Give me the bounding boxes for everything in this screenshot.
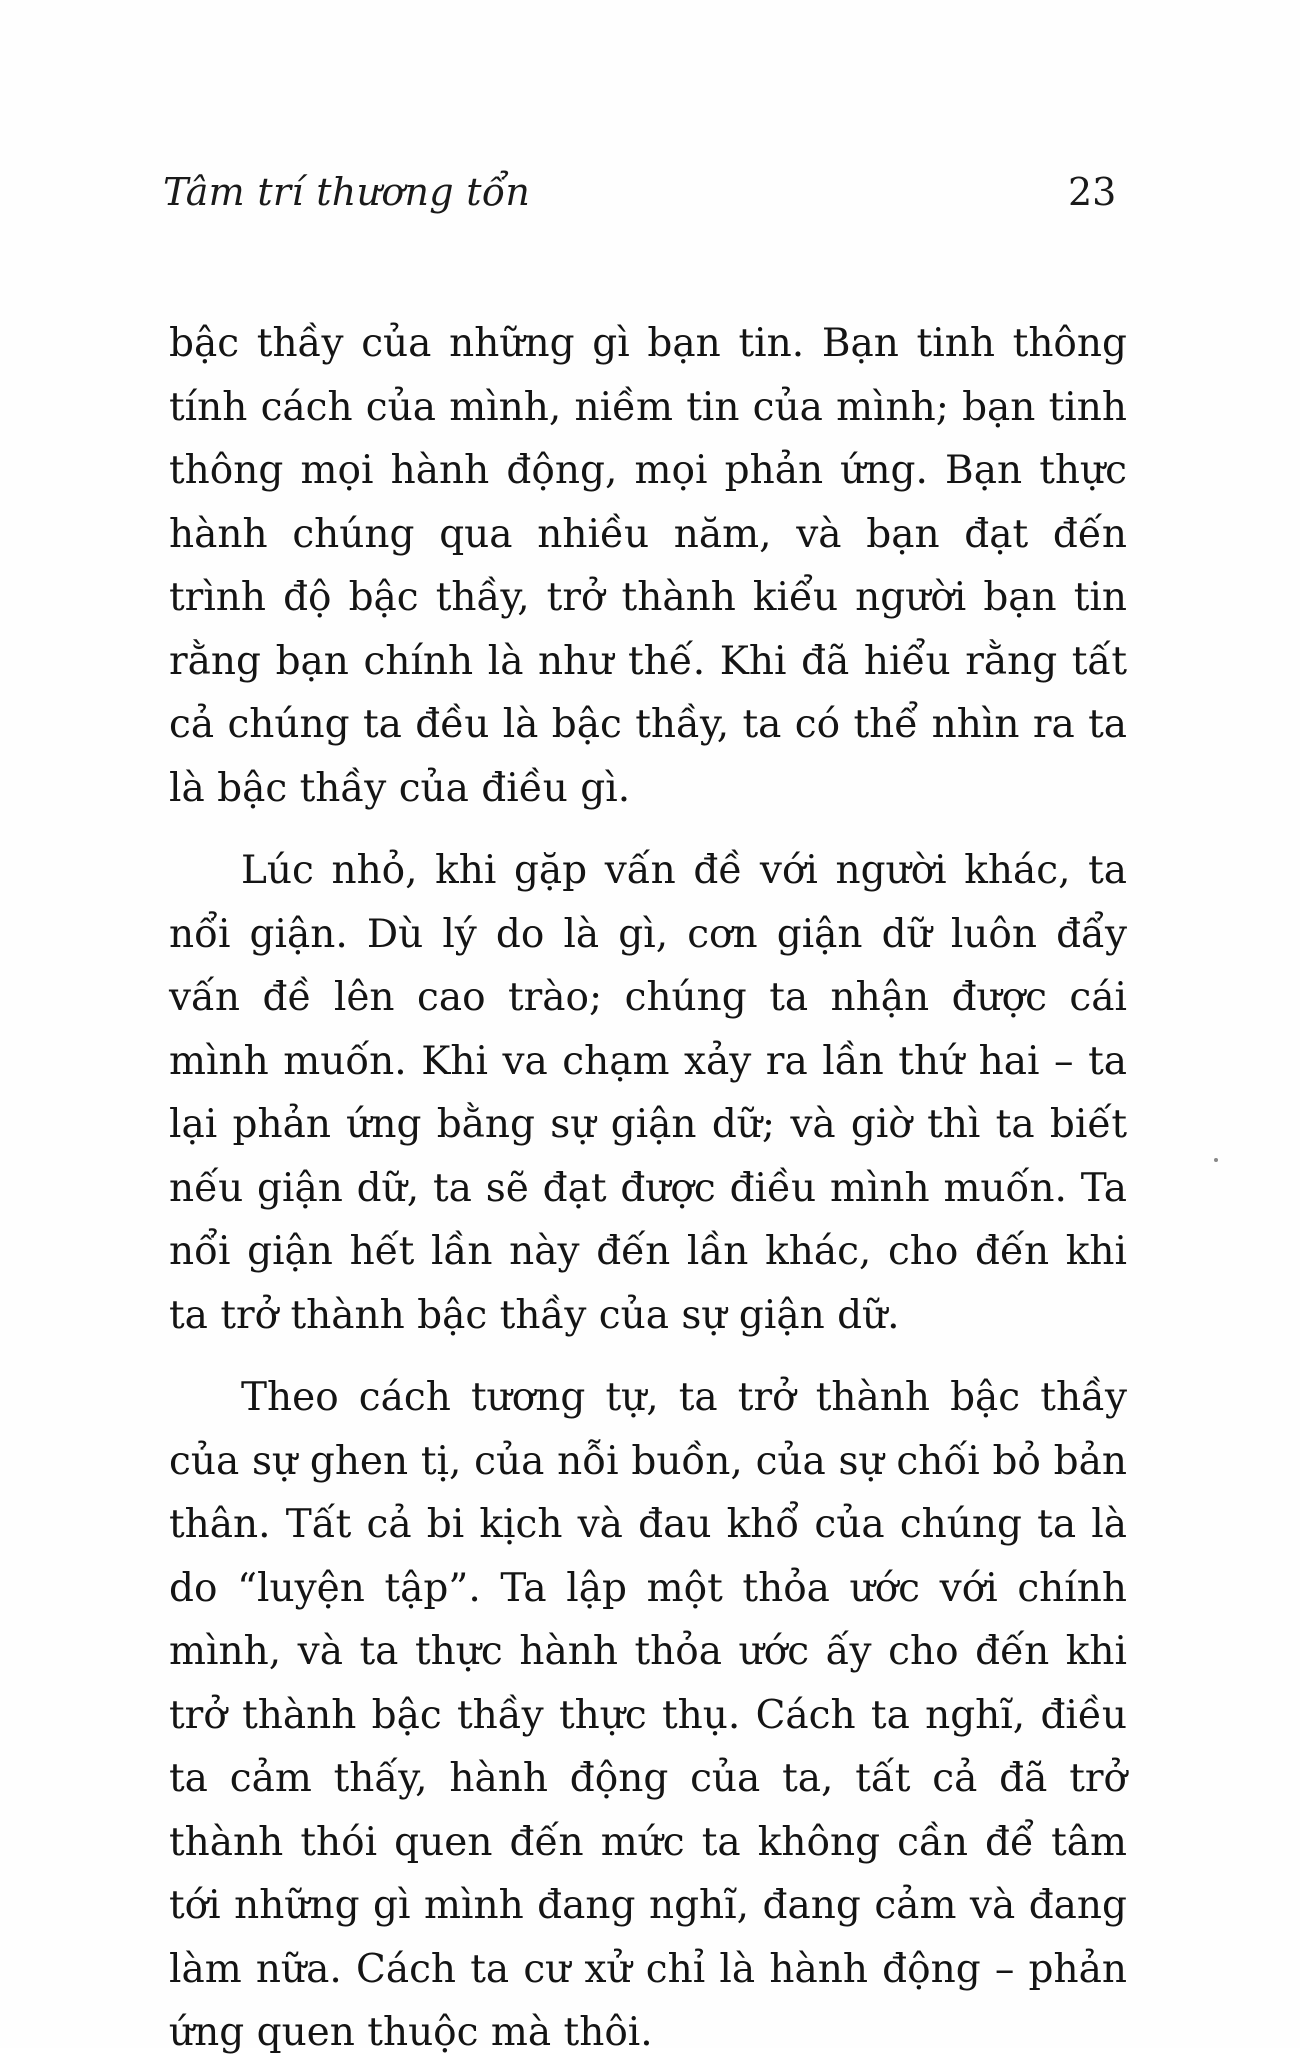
running-head-title: Tâm trí thương tổn <box>163 170 531 214</box>
paper-speck <box>1214 1158 1218 1162</box>
page-number: 23 <box>1068 170 1117 214</box>
paragraph-3: Theo cách tương tự, ta trở thành bậc thầy của sự ghen tị, của nỗi buồn, của sự chối bỏ bản thân. Tất cả bi kịch và đau khổ của chúng ta là do “luyện tập”. Ta lập một thỏa ước với chính mình, và ta thực hành thỏa ước ấy cho đến khi trở thành bậc thầy thực thụ. Cách ta nghĩ, điều ta cảm thấy, hành động của ta, tất cả đã trở thành thói quen đến mức ta không cần để tâm tới những gì mình đang nghĩ, đang cảm và đang làm nữa. Cách ta cư xử chỉ là hành động – phản ứng quen thuộc mà thôi. <box>169 1375 1127 2055</box>
paragraph-2: Lúc nhỏ, khi gặp vấn đề với người khác, ta nổi giận. Dù lý do là gì, cơn giận dữ luôn đẩy vấn đề lên cao trào; chúng ta nhận được cái mình muốn. Khi va chạm xảy ra lần thứ hai – ta lại phản ứng bằng sự giận dữ; và giờ thì ta biết nếu giận dữ, ta sẽ đạt được điều mình muốn. Ta nổi giận hết lần này đến lần khác, cho đến khi ta trở thành bậc thầy của sự giận dữ. <box>169 848 1127 1338</box>
paragraph-1: bậc thầy của những gì bạn tin. Bạn tinh thông tính cách của mình, niềm tin của mình; bạn tinh thông mọi hành động, mọi phản ứng. Bạn thực hành chúng qua nhiều năm, và bạn đạt đến trình độ bậc thầy, trở thành kiểu người bạn tin rằng bạn chính là như thế. Khi đã hiểu rằng tất cả chúng ta đều là bậc thầy, ta có thể nhìn ra ta là bậc thầy của điều gì. <box>169 321 1127 811</box>
body-text <box>169 312 1127 2065</box>
